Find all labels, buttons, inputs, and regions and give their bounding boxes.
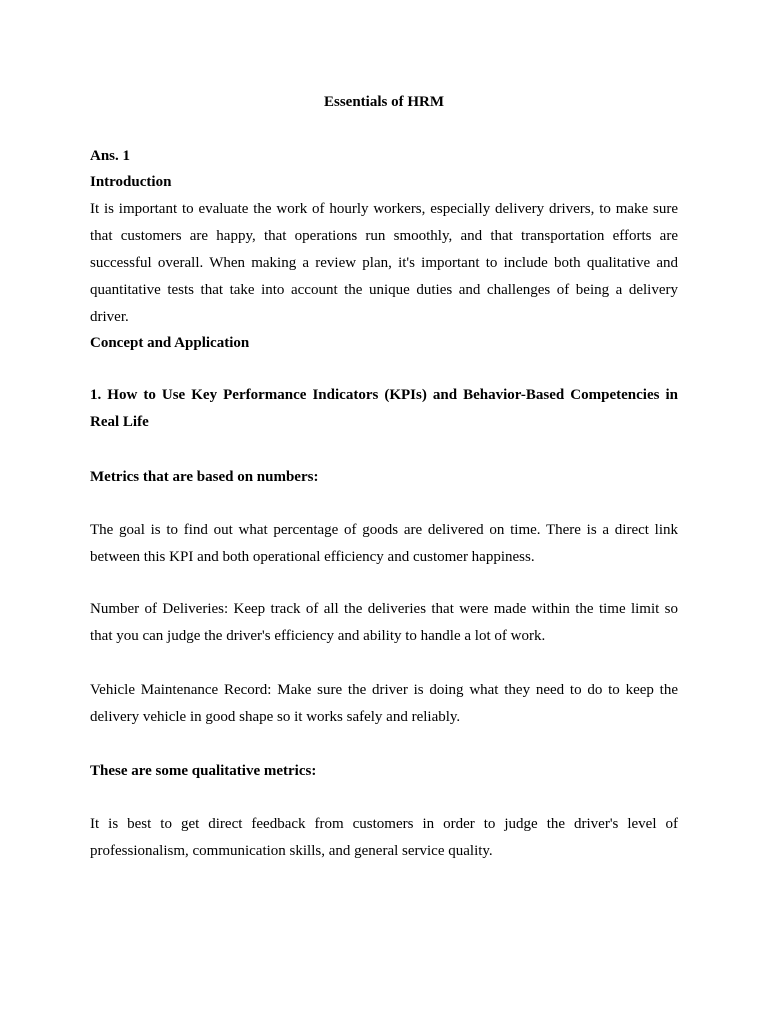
qualitative-heading: These are some qualitative metrics: bbox=[90, 763, 317, 779]
ontime-paragraph: The goal is to find out what percentage of goods are delivered on time. There is a direct link between this KPI and both operational efficiency and customer happiness. bbox=[90, 522, 678, 565]
document-title: Essentials of HRM bbox=[324, 94, 444, 110]
kpi-heading: 1. How to Use Key Performance Indicators (KPIs) and Behavior-Based Competencies in Real Life bbox=[90, 387, 678, 430]
vehicle-paragraph: Vehicle Maintenance Record: Make sure the driver is doing what they need to do to keep the delivery vehicle in good shape so it works safely and reliably. bbox=[90, 682, 678, 725]
quantitative-heading: Metrics that are based on numbers: bbox=[90, 469, 319, 485]
answer-label: Ans. 1 bbox=[90, 148, 131, 164]
deliveries-paragraph: Number of Deliveries: Keep track of all the deliveries that were made within the time limit so that you can judge the driver's efficiency and ability to handle a lot of work. bbox=[90, 601, 678, 644]
introduction-paragraph: It is important to evaluate the work of hourly workers, especially delivery drivers, to make sure that customers are happy, that operations run smoothly, and that transportation efforts are successful overall. When making a review plan, it's important to include both qualitative and quantitative tests that take into account the unique duties and challenges of being a delivery driver. bbox=[90, 201, 678, 325]
concept-heading: Concept and Application bbox=[90, 335, 250, 351]
feedback-paragraph: It is best to get direct feedback from customers in order to judge the driver's level of professionalism, communication skills, and general service quality. bbox=[90, 816, 678, 859]
introduction-heading: Introduction bbox=[90, 174, 172, 190]
